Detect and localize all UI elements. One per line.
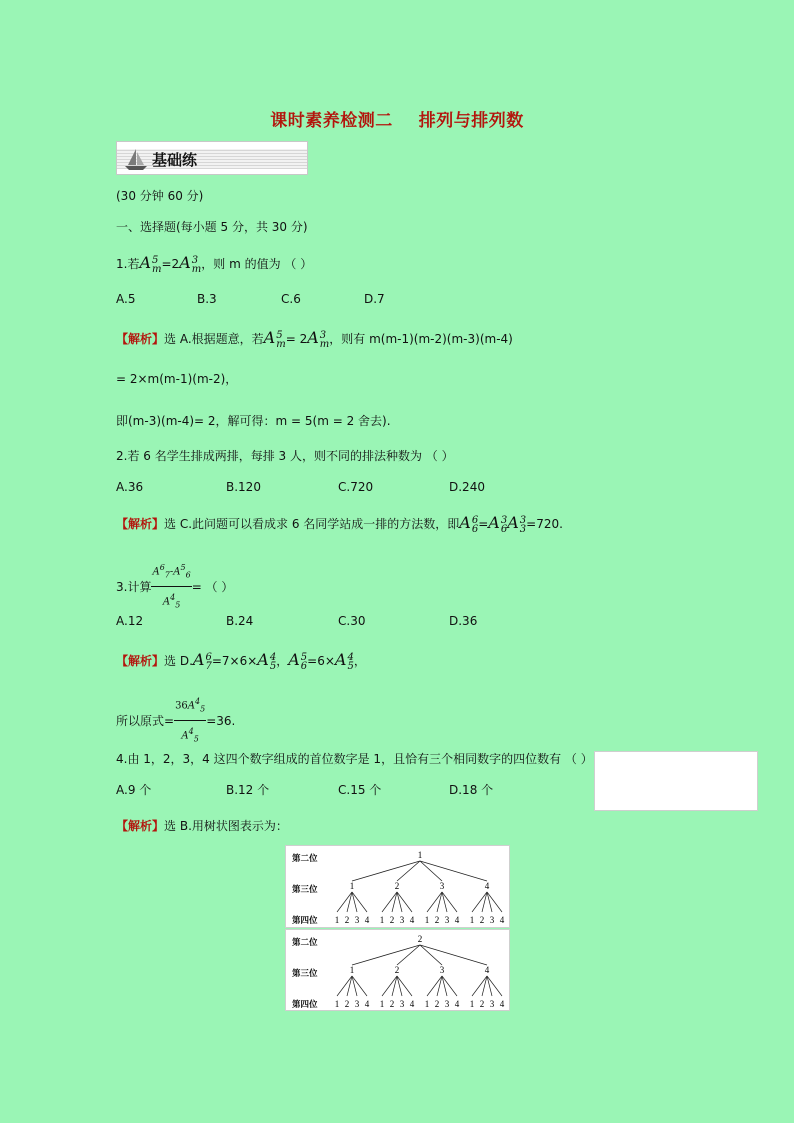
- tree-leaf-1: 1: [469, 999, 475, 1009]
- tree-leaf-4: 4: [409, 915, 415, 925]
- section-banner-label: 基础练: [152, 151, 198, 169]
- q1-analysis-line2: = 2×m(m-1)(m-2)，: [116, 372, 238, 386]
- q4-option-c: C.15 个: [338, 783, 382, 797]
- tree-edge: [420, 861, 487, 881]
- tree-diagram-1: [285, 845, 510, 928]
- q1-option-c: C.6: [281, 292, 301, 306]
- tree-leaf-4: 4: [454, 999, 460, 1009]
- tree-leaf-1: 1: [469, 915, 475, 925]
- q3-option-a: A.12: [116, 614, 144, 628]
- tree-leaf-4: 4: [454, 915, 460, 925]
- tree-edge: [352, 861, 420, 881]
- analysis-label: 【解析】: [116, 332, 165, 346]
- tree-branch-3: 3: [439, 965, 445, 975]
- tree-leaf-2: 2: [434, 915, 440, 925]
- tree-leaf-3: 3: [444, 999, 450, 1009]
- tree-leaf-3: 3: [399, 915, 405, 925]
- tree-leaf-4: 4: [364, 999, 370, 1009]
- q3-option-d: D.36: [449, 614, 478, 628]
- tree-edge: [352, 945, 420, 965]
- tree-leaf-3: 3: [444, 915, 450, 925]
- q1-option-d: D.7: [364, 292, 385, 306]
- tree-leaf-4: 4: [364, 915, 370, 925]
- q4-option-a: A.9 个: [116, 783, 152, 797]
- tree-branch-3: 3: [439, 881, 445, 891]
- page-title: [0, 106, 794, 131]
- tree-row-label-2: 第三位: [292, 969, 318, 979]
- tree-leaf-4: 4: [409, 999, 415, 1009]
- tree-row-label-2: 第三位: [292, 885, 318, 895]
- tree-leaf-3: 3: [399, 999, 405, 1009]
- q2-analysis: 【解析】选 C.此问题可以看成求 6 名同学站成一排的方法数，即A 6 6 =A 3 6 A 3 3 =720.: [116, 513, 563, 535]
- tree-root-2: 2: [417, 934, 423, 944]
- q3-option-b: B.24: [226, 614, 254, 628]
- tree-leaf-4: 4: [499, 999, 505, 1009]
- q1-option-a: A.5: [116, 292, 136, 306]
- section-banner: [116, 141, 308, 175]
- time-score: (30 分钟 60 分): [116, 189, 204, 203]
- tree-row-label-1: 第二位: [292, 854, 318, 864]
- q2-option-d: D.240: [449, 480, 485, 494]
- tree-leaf-2: 2: [344, 999, 350, 1009]
- tree-row-label-3: 第四位: [292, 916, 318, 926]
- tree-root-1: 1: [417, 850, 423, 860]
- tree-leaf-2: 2: [389, 999, 395, 1009]
- q4-stem: 4.由 1，2，3，4 这四个数字组成的首位数字是 1，且恰有三个相同数字的四位数有 （ ）: [116, 752, 593, 766]
- q2-option-c: C.720: [338, 480, 374, 494]
- tree-leaf-1: 1: [424, 915, 430, 925]
- title-part1: 课时素养检测二: [270, 111, 393, 131]
- overlay-panel: [594, 751, 758, 811]
- part-heading: 一、选择题(每小题 5 分，共 30 分): [116, 220, 308, 234]
- tree-leaf-1: 1: [379, 915, 385, 925]
- tree-leaf-3: 3: [489, 915, 495, 925]
- tree-leaf-2: 2: [434, 999, 440, 1009]
- q1-analysis-line3: 即(m-3)(m-4)= 2，解可得：m = 5(m = 2 舍去).: [116, 414, 391, 428]
- tree-leaf-2: 2: [389, 915, 395, 925]
- tree-leaf-1: 1: [424, 999, 430, 1009]
- q1-option-b: B.3: [197, 292, 217, 306]
- tree-leaf-3: 3: [354, 999, 360, 1009]
- title-part2: 排列与排列数: [418, 111, 524, 131]
- q1-stem: 1.若A 5 m =2A 3 m ，则 m 的值为 （ ）: [116, 253, 313, 275]
- tree-leaf-2: 2: [344, 915, 350, 925]
- tree-leaf-3: 3: [489, 999, 495, 1009]
- q3-stem: 3.计算 $\frac{A^6_7-A^5_6}{A^4_5}$ = （ ）: [116, 558, 233, 616]
- q3-analysis-line2: 所以原式= $\frac{36A^4_5}{A^4_5}$ =36.: [116, 692, 235, 750]
- tree-leaf-3: 3: [354, 915, 360, 925]
- q4-option-b: B.12 个: [226, 783, 270, 797]
- tree-leaf-2: 2: [479, 999, 485, 1009]
- q3-analysis: 【解析】选 D.A 6 7 =7×6×A 4 5 ，A 5 6 =6×A 4 5 ，: [116, 650, 366, 672]
- q4-analysis: 【解析】选 B.用树状图表示为：: [116, 819, 288, 833]
- tree-leaf-1: 1: [379, 999, 385, 1009]
- q3-option-c: C.30: [338, 614, 366, 628]
- tree-edge: [420, 945, 487, 965]
- tree-leaf-1: 1: [334, 915, 340, 925]
- tree-branch-1: 1: [349, 965, 355, 975]
- tree-leaf-2: 2: [479, 915, 485, 925]
- q1-analysis: 【解析】选 A.根据题意，若A 5 m = 2A 3 m ，则有 m(m-1)(m-2)(m-3)(m-4): [116, 328, 513, 350]
- q2-option-b: B.120: [226, 480, 261, 494]
- q2-stem: 2.若 6 名学生排成两排，每排 3 人，则不同的排法种数为 （ ）: [116, 449, 454, 463]
- tree-branch-4: 4: [484, 881, 490, 891]
- tree-diagram-2: [285, 929, 510, 1011]
- tree-row-label-3: 第四位: [292, 1000, 318, 1010]
- tree-leaf-4: 4: [499, 915, 505, 925]
- tree-branch-2: 2: [394, 881, 400, 891]
- tree-row-label-1: 第二位: [292, 938, 318, 948]
- tree-branch-1: 1: [349, 881, 355, 891]
- tree-branch-4: 4: [484, 965, 490, 975]
- q4-option-d: D.18 个: [449, 783, 494, 797]
- tree-leaf-1: 1: [334, 999, 340, 1009]
- q2-option-a: A.36: [116, 480, 144, 494]
- tree-branch-2: 2: [394, 965, 400, 975]
- sailboat-icon: [123, 146, 149, 172]
- q3-fraction: $\frac{A^6_7-A^5_6}{A^4_5}$: [151, 558, 191, 616]
